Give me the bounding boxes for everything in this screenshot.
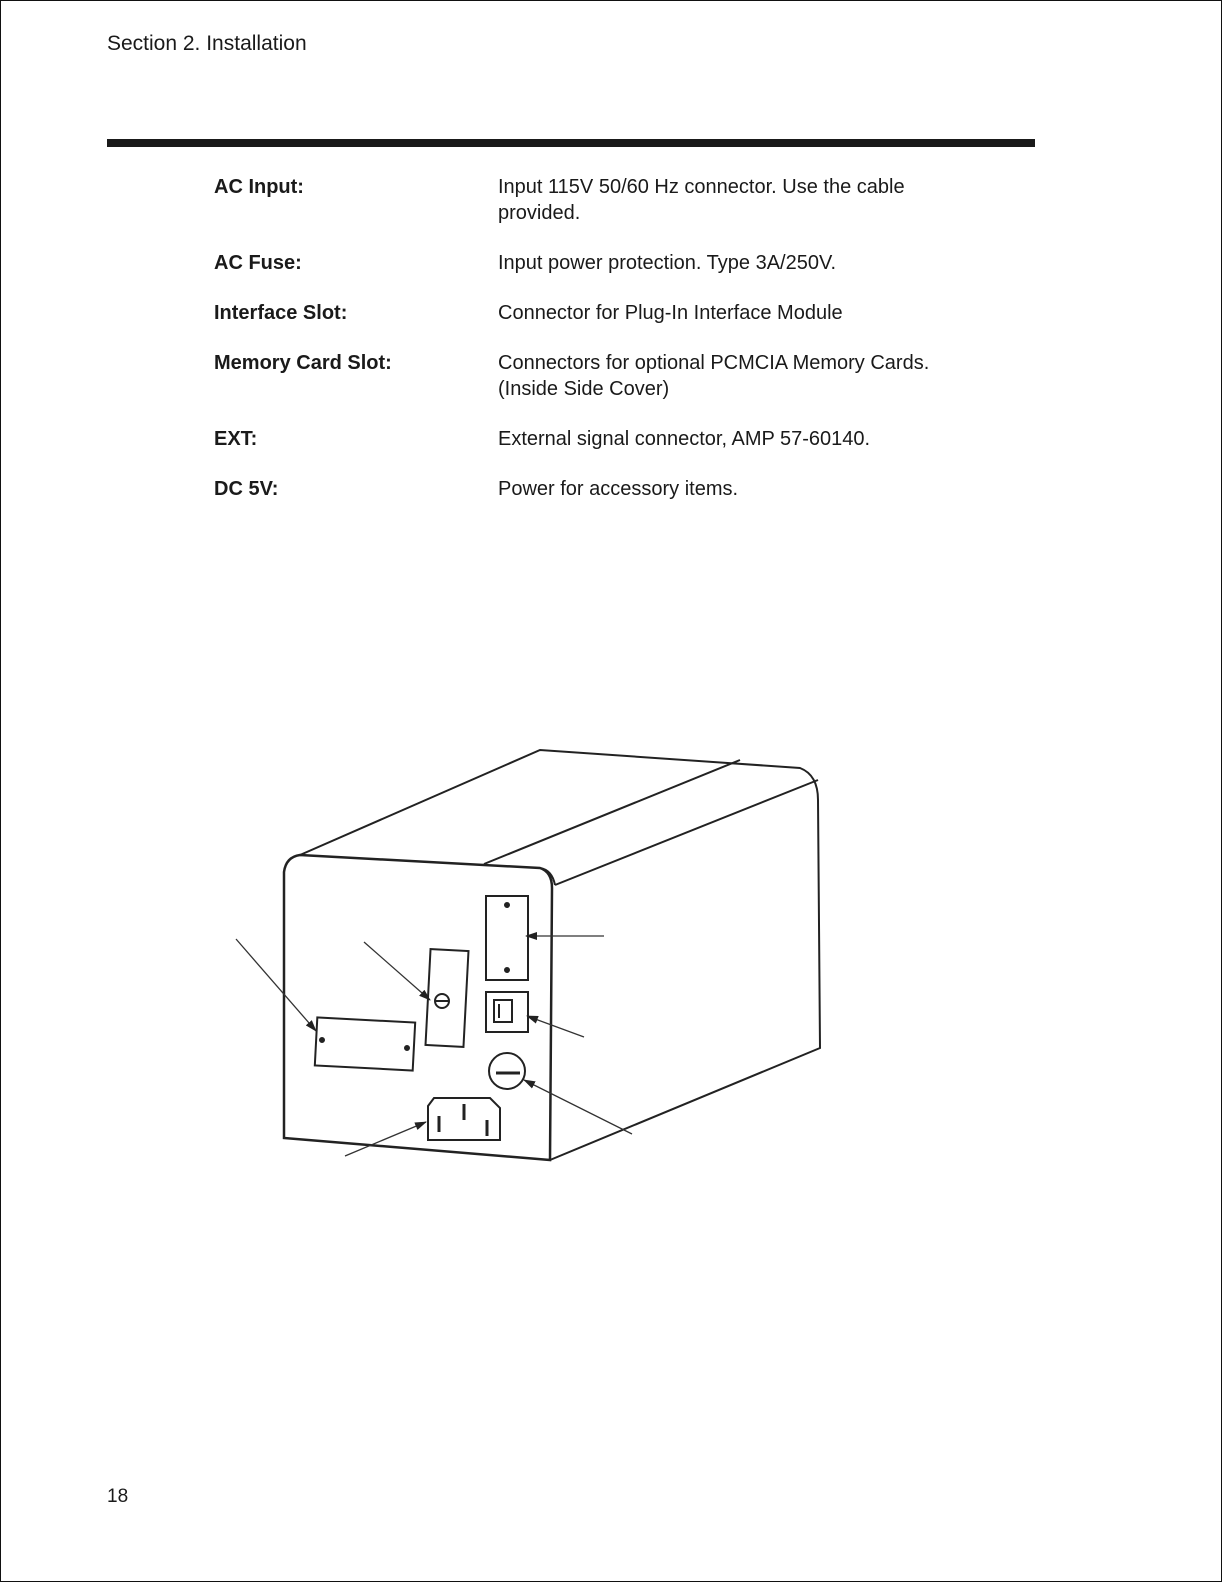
- callout-ext: [527, 1016, 584, 1037]
- memory-slot-screw: [320, 1038, 324, 1042]
- term-label: EXT:: [214, 428, 258, 450]
- description-line: Connectors for optional PCMCIA Memory Cards.: [498, 352, 930, 374]
- callout-dc-5v: [524, 1080, 632, 1134]
- ac-fuse-panel: [426, 949, 469, 1047]
- housing-top-seam: [484, 760, 740, 864]
- term-label: DC 5V:: [214, 478, 279, 500]
- description-line: Connector for Plug-In Interface Module: [498, 302, 843, 324]
- callout-ac-input: [345, 1122, 426, 1156]
- description-line: (Inside Side Cover): [498, 378, 670, 400]
- term-label: AC Fuse:: [214, 252, 302, 274]
- term-label: Interface Slot:: [214, 302, 348, 324]
- interface-slot-screw: [505, 903, 509, 907]
- memory-card-slot: [315, 1017, 415, 1070]
- section-header: Section 2. Installation: [107, 32, 307, 55]
- page-number: 18: [107, 1486, 129, 1507]
- memory-slot-screw: [405, 1046, 409, 1050]
- callout-memory-card: [236, 939, 316, 1031]
- description-line: Input 115V 50/60 Hz connector. Use the cable: [498, 176, 905, 198]
- housing-top-seam-2: [555, 780, 818, 885]
- description-line: Power for accessory items.: [498, 478, 739, 500]
- description-line: Input power protection. Type 3A/250V.: [498, 252, 837, 274]
- interface-slot-screw: [505, 968, 509, 972]
- term-label: AC Input:: [214, 176, 304, 198]
- housing-top-edge: [300, 750, 818, 855]
- description-line: provided.: [498, 202, 581, 224]
- ext-connector: [486, 992, 528, 1032]
- term-label: Memory Card Slot:: [214, 352, 392, 374]
- dc-5v-jack: [489, 1053, 525, 1089]
- description-line: External signal connector, AMP 57-60140.: [498, 428, 871, 450]
- ext-connector-inner: [494, 1000, 512, 1022]
- housing-side: [550, 800, 820, 1160]
- callout-ac-fuse: [364, 942, 430, 1000]
